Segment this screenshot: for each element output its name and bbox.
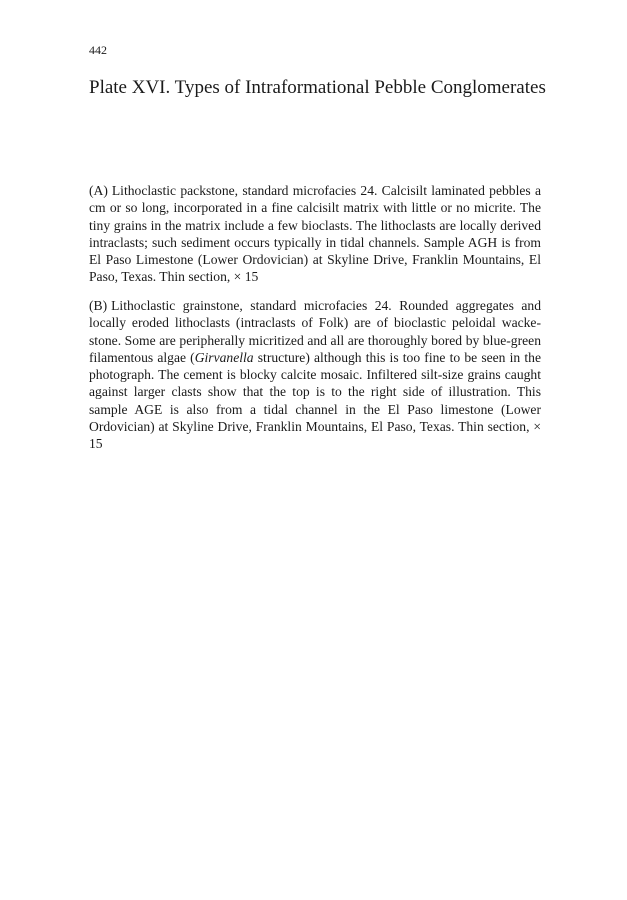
caption-b <box>89 297 541 453</box>
caption-b-label: (B) <box>89 298 108 313</box>
caption-a-label: (A) <box>89 183 108 198</box>
caption-b-text-after: structure) although this is too fine to be seen in the photograph. The cement is blocky calcite mosaic. Infiltered silt-size grains caught against larger clasts show that the top is to the right side of illustration. This sample AGE is also from a tidal channel in the El Paso limestone (Lower Ordovician) at Skyline Drive, Franklin Mountains, El Paso, Texas. Thin section, × 15 <box>89 349 541 452</box>
caption-b-genus-name: Girvanella <box>194 349 254 365</box>
plate-title: Plate XVI. Types of Intraformational Pebble Conglomerates <box>89 77 546 98</box>
caption-a-text: Lithoclastic packstone, standard microfacies 24. Calcisilt laminated pebbles a cm or so long, incorporated in a fine calcisilt matrix with little or no micrite. The tiny grains in the matrix include a few bioclasts. The lithoclasts are locally derived intraclasts; such sediment occurs typically in tidal channels. Sample AGH is from El Paso Limestone (Lower Ordovician) at Skyline Drive, Franklin Mountains, El Paso, Texas. Thin section, × 15 <box>89 183 541 285</box>
caption-b-text-before: Lithoclastic grainstone, standard microfacies 24. Rounded aggregates and locally eroded lithoclasts (intraclasts of Folk) are of bioclastic peloidal wacke-stone. Some are peripherally micritized and all are thoroughly bored by blue-green filamentous algae ( <box>89 298 541 365</box>
caption-a <box>89 182 541 286</box>
page-number: 442 <box>89 43 107 57</box>
